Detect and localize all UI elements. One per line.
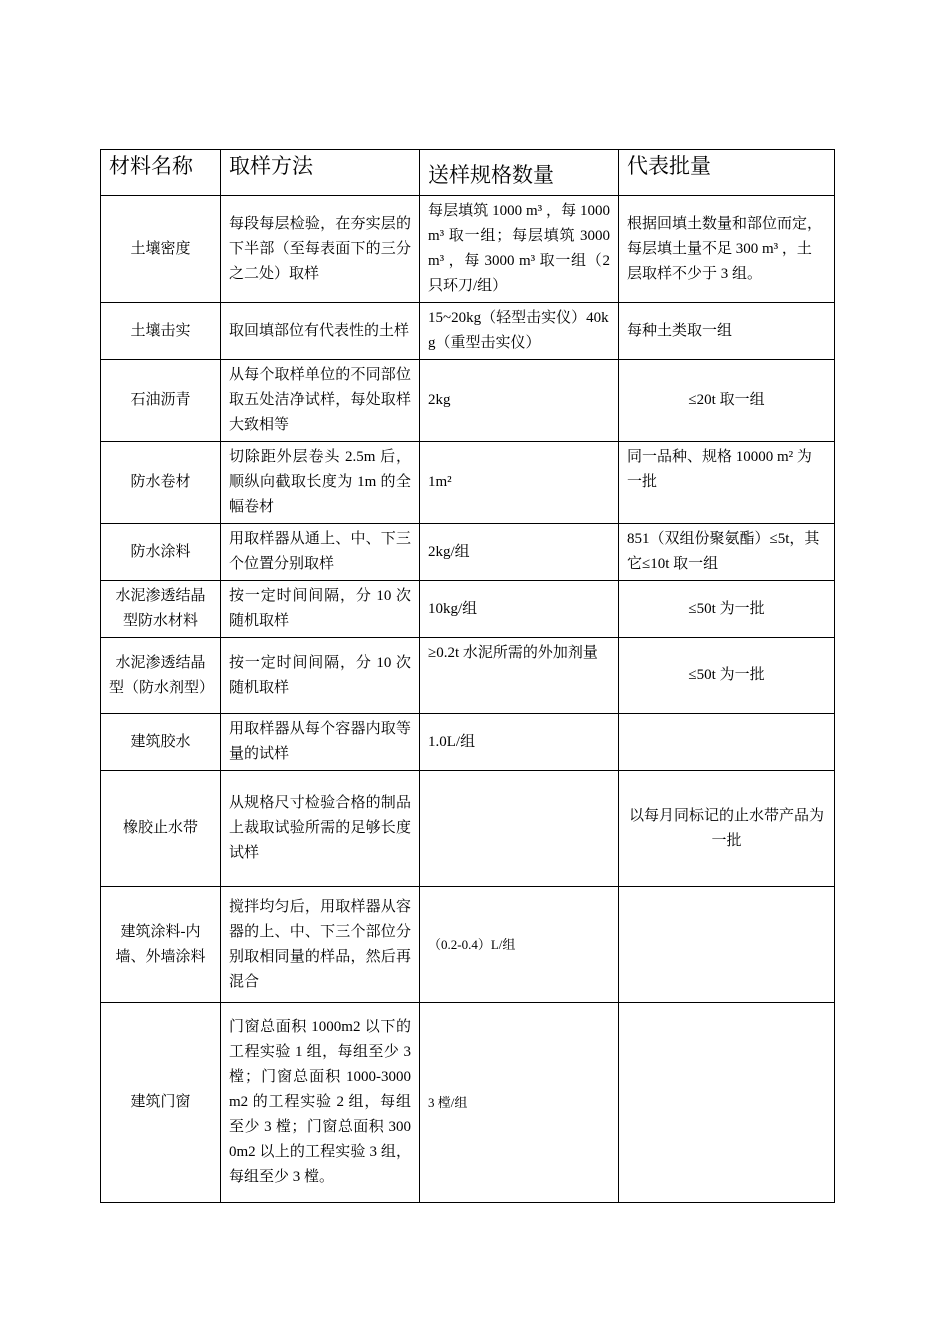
cell-method: 从规格尺寸检验合格的制品上裁取试验所需的足够长度试样	[221, 771, 420, 887]
cell-method: 用取样器从通上、中、下三个位置分别取样	[221, 524, 420, 581]
cell-batch: ≤50t 为一批	[619, 638, 835, 714]
table-row	[101, 581, 835, 638]
cell-batch	[619, 714, 835, 771]
cell-method: 每段每层检验，在夯实层的下半部（至每表面下的三分之二处）取样	[221, 196, 420, 303]
cell-batch	[619, 1003, 835, 1203]
cell-batch: 以每月同标记的止水带产品为一批	[619, 771, 835, 887]
cell-method: 取回填部位有代表性的土样	[221, 303, 420, 360]
cell-spec: 15~20kg（轻型击实仪）40kg（重型击实仪）	[420, 303, 619, 360]
cell-method: 从每个取样单位的不同部位取五处洁净试样，每处取样大致相等	[221, 360, 420, 442]
cell-spec: 1m²	[420, 442, 619, 524]
table-row	[101, 887, 835, 1003]
header-sample-spec: 送样规格数量	[420, 150, 619, 196]
header-batch: 代表批量	[619, 150, 835, 196]
cell-batch: 根据回填土数量和部位而定，每层填土量不足 300 m³ ，土层取样不少于 3 组。	[619, 196, 835, 303]
header-material-name: 材料名称	[101, 150, 221, 196]
cell-spec: （0.2-0.4）L/组	[420, 887, 619, 1003]
table-row	[101, 303, 835, 360]
cell-spec: ≥0.2t 水泥所需的外加剂量	[420, 638, 619, 714]
header-sampling-method: 取样方法	[221, 150, 420, 196]
cell-method: 搅拌均匀后，用取样器从容器的上、中、下三个部位分别取相同量的样品，然后再混合	[221, 887, 420, 1003]
table-row	[101, 442, 835, 524]
cell-material: 土壤击实	[101, 303, 221, 360]
cell-spec: 2kg	[420, 360, 619, 442]
header-row	[101, 150, 835, 196]
table-row	[101, 771, 835, 887]
table-row	[101, 524, 835, 581]
cell-method: 按一定时间间隔，分 10 次随机取样	[221, 638, 420, 714]
cell-batch: ≤20t 取一组	[619, 360, 835, 442]
cell-spec	[420, 771, 619, 887]
cell-material: 防水涂料	[101, 524, 221, 581]
cell-material: 建筑门窗	[101, 1003, 221, 1203]
cell-material: 石油沥青	[101, 360, 221, 442]
cell-batch: 851（双组份聚氨酯）≤5t，其它≤10t 取一组	[619, 524, 835, 581]
cell-method: 用取样器从每个容器内取等量的试样	[221, 714, 420, 771]
cell-batch: ≤50t 为一批	[619, 581, 835, 638]
cell-batch: 每种土类取一组	[619, 303, 835, 360]
sampling-table	[100, 149, 835, 1203]
cell-material: 水泥渗透结晶型防水材料	[101, 581, 221, 638]
cell-material: 建筑涂料-内墙、外墙涂料	[101, 887, 221, 1003]
table-row	[101, 360, 835, 442]
cell-spec: 每层填筑 1000 m³ ，每 1000 m³ 取一组；每层填筑 3000 m³ ，每 3000 m³ 取一组（2 只环刀/组）	[420, 196, 619, 303]
table-row	[101, 714, 835, 771]
table-row	[101, 1003, 835, 1203]
cell-spec: 1.0L/组	[420, 714, 619, 771]
cell-batch: 同一品种、规格 10000 m² 为一批	[619, 442, 835, 524]
table-row	[101, 196, 835, 303]
cell-batch	[619, 887, 835, 1003]
cell-material: 土壤密度	[101, 196, 221, 303]
cell-material: 橡胶止水带	[101, 771, 221, 887]
cell-material: 建筑胶水	[101, 714, 221, 771]
cell-spec: 3 樘/组	[420, 1003, 619, 1203]
cell-method: 门窗总面积 1000m2 以下的工程实验 1 组，每组至少 3 樘；门窗总面积 1000-3000m2 的工程实验 2 组，每组至少 3 樘；门窗总面积 3000m2 以上的工程实验 3 组，每组至少 3 樘。	[221, 1003, 420, 1203]
cell-material: 防水卷材	[101, 442, 221, 524]
cell-spec: 2kg/组	[420, 524, 619, 581]
cell-method: 切除距外层卷头 2.5m 后，顺纵向截取长度为 1m 的全幅卷材	[221, 442, 420, 524]
cell-material: 水泥渗透结晶型（防水剂型）	[101, 638, 221, 714]
cell-method: 按一定时间间隔，分 10 次随机取样	[221, 581, 420, 638]
cell-spec: 10kg/组	[420, 581, 619, 638]
table-row	[101, 638, 835, 714]
